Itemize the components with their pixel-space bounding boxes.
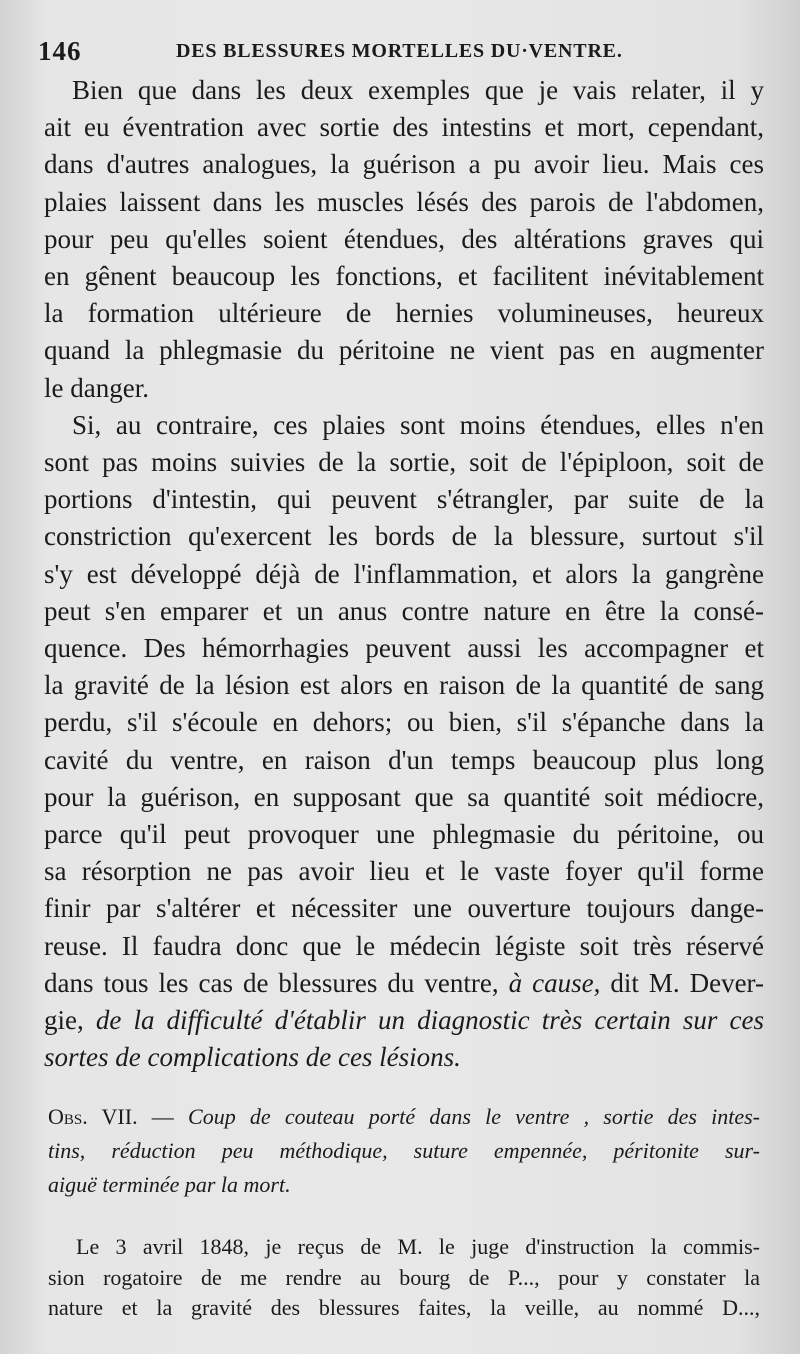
text-line [44,1002,764,1039]
obs-title-run: aiguë terminée par la mort. [48,1172,291,1197]
text-line: sont pas moins suivies de la sortie, soit de l'épiploon, soit de [44,447,764,478]
page-header [38,32,778,72]
obs-title-run: tins, réduction peu méthodique, suture empennée, péritonite sur- [48,1138,760,1163]
text-run: gie, [44,1005,84,1036]
text-line: finir par s'altérer et nécessiter une ouverture toujours dange- [44,893,764,924]
obs-label: Obs. VII. [48,1104,138,1129]
text-line: Si, au contraire, ces plaies sont moins étendues, elles n'en [72,409,764,440]
text-line: sa résorption ne pas avoir lieu et le vaste foyer qu'il forme [44,856,764,887]
text-line: en gênent beaucoup les fonctions, et facilitent inévitablement [44,261,764,292]
running-head: DES BLESSURES MORTELLES DU·VENTRE. [176,40,623,62]
obs-title-line [48,1134,760,1168]
observation-report [48,1232,760,1324]
text-line: quand la phlegmasie du péritoine ne vient pas en augmenter [44,335,764,366]
text-line: la gravité de la lésion est alors en raison de la quantité de sang [44,670,764,701]
text-line: le danger. [44,372,149,403]
text-line: parce qu'il peut provoquer une phlegmasie du péritoine, ou [44,819,764,850]
text-line: dans d'autres analogues, la guérison a pu avoir lieu. Mais ces [44,149,764,180]
text-line: la formation ultérieure de hernies volumineuses, heureux [44,298,764,329]
text-line: ait eu éventration avec sortie des intestins et mort, cependant, [44,112,764,143]
text-line: constriction qu'exercent les bords de la blessure, surtout s'il [44,521,764,552]
text-line: reuse. Il faudra donc que le médecin légiste soit très réservé [44,930,764,961]
text-line: s'y est développé déjà de l'inflammation, et alors la gangrène [44,558,764,589]
obs-title-line [48,1100,760,1134]
report-line: Le 3 avril 1848, je reçus de M. le juge d'instruction la commis- [76,1234,760,1259]
text-line: peut s'en emparer et un anus contre nature en être la consé- [44,595,764,626]
text-line [44,1039,764,1076]
observation-heading [48,1100,760,1202]
obs-dash: — [137,1104,189,1129]
italic-run: sortes de complications de ces lésions. [44,1042,461,1073]
text-line: pour peu qu'elles soient étendues, des altérations graves qui [44,223,764,254]
text-line: portions d'intestin, qui peuvent s'étrangler, par suite de la [44,484,764,515]
main-paragraphs [44,72,764,1076]
text-run: dans tous les cas de blessures du ventre, [44,967,499,998]
italic-run: à cause, [508,967,601,998]
obs-title-line [48,1168,760,1202]
obs-title-run: Coup de couteau porté dans le ventre , sortie des intes- [188,1104,760,1129]
text-line [44,965,764,1002]
report-line: nature et la gravité des blessures faites, la veille, au nommé D..., [48,1295,760,1320]
text-line: quence. Des hémorrhagies peuvent aussi les accompagner et [44,633,764,664]
text-line: perdu, s'il s'écoule en dehors; ou bien, s'il s'épanche dans la [44,707,764,738]
italic-run: de la difficulté d'établir un diagnostic très certain sur ces [95,1005,764,1036]
report-line: sion rogatoire de me rendre au bourg de P..., pour y constater la [48,1264,760,1290]
text-run: dit M. Dever- [610,967,765,998]
text-line: plaies laissent dans les muscles lésés des parois de l'abdomen, [44,186,764,217]
text-line: Bien que dans les deux exemples que je vais relater, il y [72,75,764,105]
page-number: 146 [38,36,82,66]
text-line: cavité du ventre, en raison d'un temps beaucoup plus long [44,744,764,775]
text-line: pour la guérison, en supposant que sa quantité soit médiocre, [44,781,764,812]
